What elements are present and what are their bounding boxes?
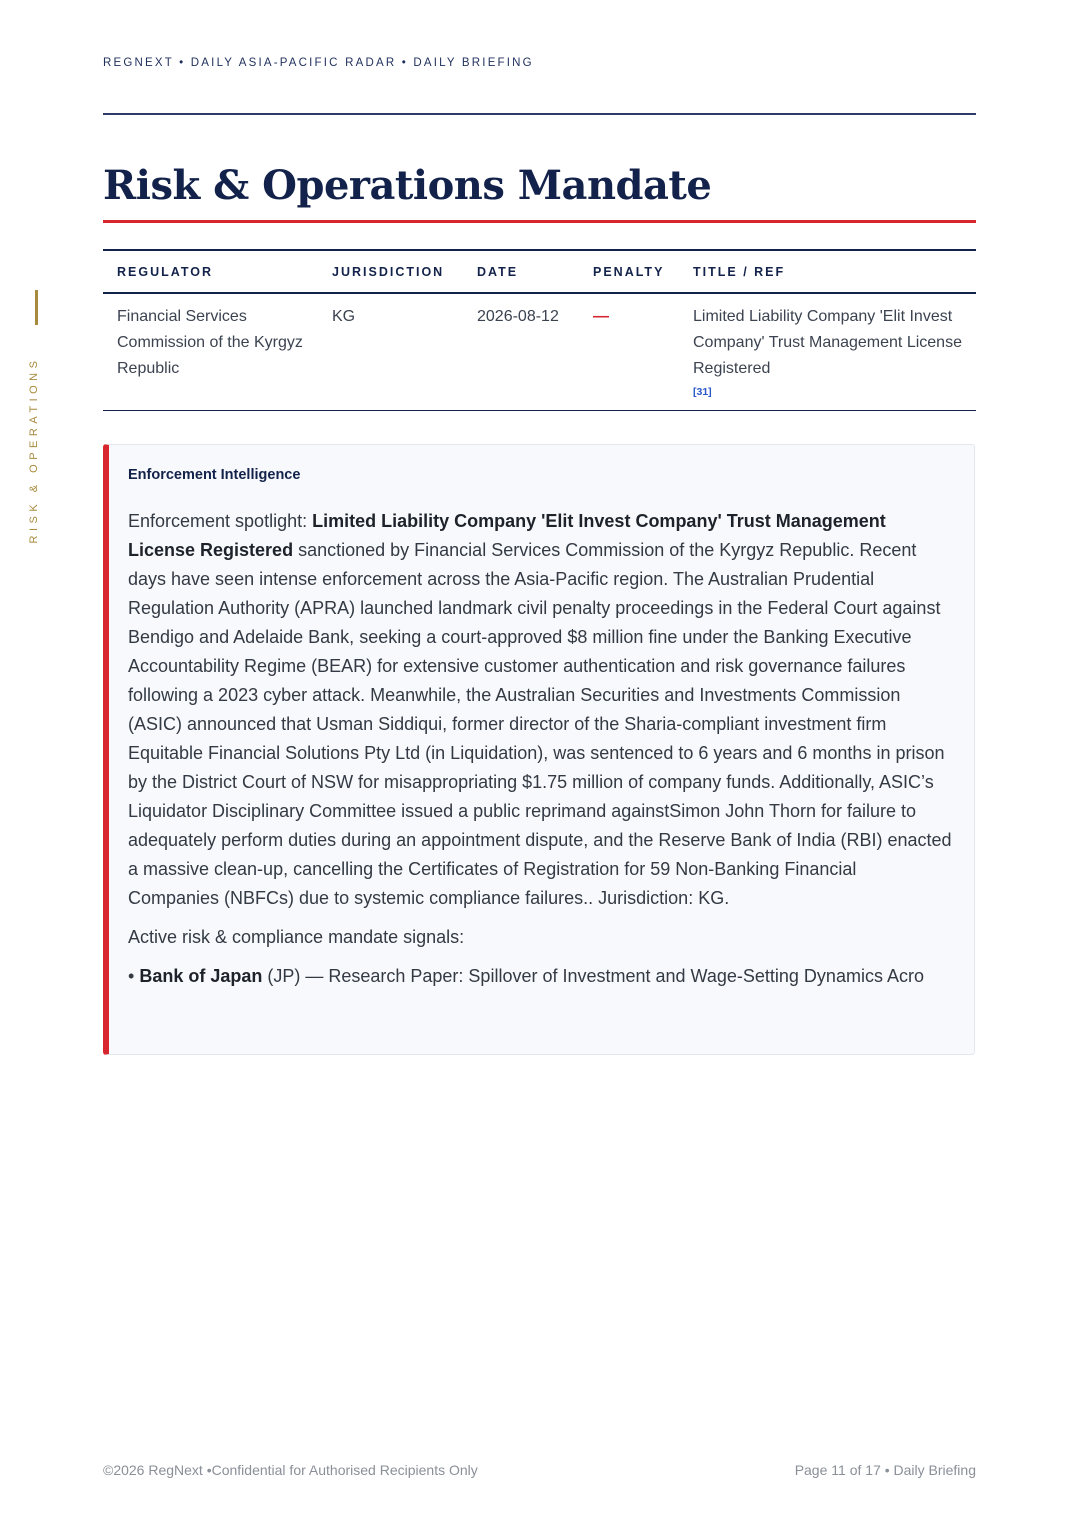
panel-label: Enforcement Intelligence (128, 467, 301, 483)
spotlight-paragraph (128, 507, 952, 913)
cell-title-ref (679, 293, 976, 411)
spotlight-title: Limited Liability Company 'Elit Invest Company' Trust Management License Registered (128, 511, 886, 560)
spotlight-intro: Enforcement spotlight: (128, 511, 313, 531)
penalty-value: — (593, 308, 609, 325)
table-row (103, 293, 976, 411)
footer-page-number: Page 11 of 17 • Daily Briefing (794, 1462, 976, 1478)
column-header-regulator: REGULATOR (117, 265, 214, 279)
cell-title: Limited Liability Company 'Elit Invest Company' Trust Management License Registered (693, 308, 962, 377)
cell-date: 2026-08-12 (477, 308, 559, 325)
side-section-tab: RISK & OPERATIONS (28, 356, 40, 544)
signals-label: Active risk & compliance mandate signals: (128, 927, 465, 947)
cell-regulator: Financial Services Commission of the Kyrgyz Republic (117, 308, 303, 377)
footer-copyright: ©2026 RegNext •Confidential for Authorised Recipients Only (103, 1462, 478, 1478)
bullet-icon: • (128, 966, 135, 986)
side-tab-marker (35, 290, 38, 325)
list-item (128, 962, 952, 991)
enforcement-intelligence-panel (103, 444, 975, 1055)
enforcement-table (103, 249, 976, 411)
title-underline (103, 220, 976, 223)
spotlight-body: sanctioned by Financial Services Commission of the Kyrgyz Republic. Recent days have seen intense enforcement across the Asia-Pacific region. The Australian Prudential Regulation Authority (APRA) launched landmark civil penalty proceedings in the Federal Court against Bendigo and Adelaide Bank, seeking a court-approved $8 million fine under the Banking Executive Accountability Regime (BEAR) for extensive customer authentication and risk governance failures following a 2023 cyber attack. Meanwhile, the Australian Securities and Investments Commission (ASIC) announced that Usman Siddiqui, former director of the Sharia-compliant investment firm Equitable Financial Solutions Pty Ltd (in Liquidation), was sentenced to 6 years and 6 months in prison by the District Court of NSW for misappropriating $1.75 million of company funds. Additionally, ASIC’s Liquidator Disciplinary Committee issued a public reprimand againstSimon John Thorn for failure to adequately perform duties during an appointment dispute, and the Reserve Bank of India (RBI) enacted a massive clean-up, cancelling the Certificates of Registration for 59 Non-Banking Financial Companies (NBFCs) due to systemic compliance failures.. Jurisdiction: KG. (128, 540, 952, 908)
header-divider (103, 113, 976, 115)
table-header-row (103, 250, 976, 293)
column-header-date: DATE (477, 265, 519, 279)
running-head: REGNEXT • DAILY ASIA-PACIFIC RADAR • DAILY BRIEFING (103, 57, 534, 69)
signal-entity: Bank of Japan (139, 966, 263, 986)
cell-jurisdiction: KG (332, 308, 356, 325)
column-header-penalty: PENALTY (593, 265, 665, 279)
column-header-jurisdiction: JURISDICTION (332, 265, 445, 279)
column-header-title-ref: TITLE / REF (693, 265, 786, 279)
reference-link[interactable]: [31] (693, 386, 712, 398)
page-title: Risk & Operations Mandate (103, 162, 712, 209)
cell-penalty (579, 293, 679, 411)
signal-detail: (JP) — Research Paper: Spillover of Investment and Wage-Setting Dynamics Acro (262, 966, 924, 986)
